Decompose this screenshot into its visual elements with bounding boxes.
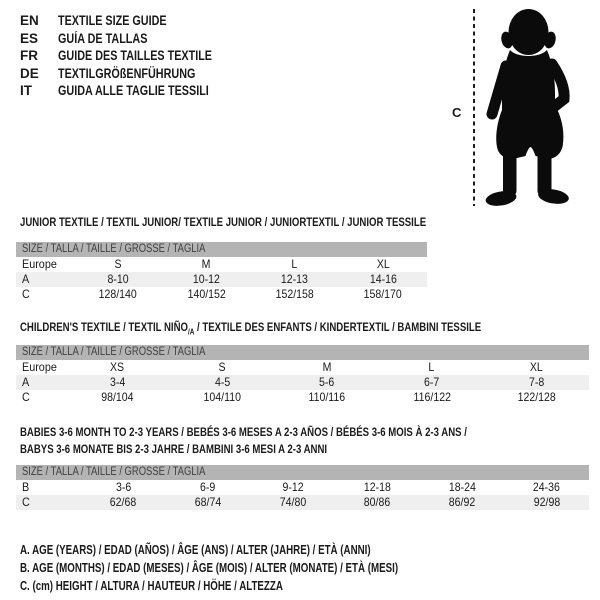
size-value-cell: L	[291, 257, 298, 271]
size-value-cell: 24-36	[533, 480, 561, 494]
size-value-cell: 74/80	[279, 495, 306, 509]
size-header-bar: SIZE / TALLA / TAILLE / GRÖSSE / TAGLIA	[16, 345, 589, 360]
row-label: C	[22, 495, 30, 509]
table-row	[16, 375, 589, 390]
language-title-list	[20, 12, 251, 100]
language-row	[20, 30, 251, 48]
row-label: C	[22, 287, 30, 301]
junior-size-table	[16, 242, 427, 302]
table-row	[16, 480, 589, 495]
height-measure-label-c: C	[452, 105, 462, 120]
size-value-cell: 104/110	[203, 390, 241, 404]
row-label: Europe	[22, 257, 57, 271]
language-code: EN	[20, 13, 39, 28]
language-title: GUÍA DE TALLAS	[58, 30, 148, 46]
row-label: A	[22, 272, 30, 286]
language-title: GUIDE DES TAILLES TEXTILE	[58, 48, 213, 63]
size-value-cell: 8-10	[107, 272, 129, 286]
footnote-line: A. AGE (YEARS) / EDAD (AÑOS) / ÂGE (ANS) / ALTER (JAHRE) / ETÀ (ANNI)	[20, 543, 371, 557]
language-code: DE	[20, 65, 39, 81]
size-value-cell: 158/170	[363, 287, 402, 301]
legend-footnotes	[20, 541, 505, 595]
size-value-cell: 10-12	[192, 272, 220, 286]
size-value-cell: S	[218, 360, 226, 374]
size-value-cell: XS	[110, 360, 125, 374]
junior-table-title: JUNIOR TEXTILE / TEXTIL JUNIOR/ TEXTILE JUNIOR / JUNIORTEXTIL / JUNIOR TESSILE	[20, 215, 427, 229]
size-value-cell: 128/140	[99, 287, 138, 301]
size-value-cell: 5-6	[319, 375, 335, 389]
table-row	[16, 287, 427, 302]
size-value-cell: 86/92	[448, 495, 476, 509]
language-code: ES	[20, 30, 39, 46]
size-value-cell: 116/122	[413, 390, 451, 404]
table-row	[16, 495, 589, 510]
size-value-cell: 14-16	[369, 272, 397, 286]
footnote-line: C. (cm) HEIGHT / ALTURA / HAUTEUR / HÖHE / ALTEZZA	[20, 579, 283, 593]
size-value-cell: 6-7	[424, 375, 440, 389]
size-value-cell: 3-4	[109, 375, 126, 389]
language-row	[20, 12, 251, 30]
size-value-cell: 12-18	[363, 480, 391, 494]
language-title: GUIDA ALLE TAGLIE TESSILI	[58, 83, 209, 98]
language-title: TEXTILE SIZE GUIDE	[58, 13, 167, 28]
size-value-cell: 110/116	[308, 390, 346, 404]
size-value-cell: 80/86	[364, 495, 391, 509]
size-value-cell: S	[114, 257, 122, 271]
language-code: FR	[20, 48, 38, 63]
table-row	[16, 272, 427, 287]
language-code: IT	[20, 83, 32, 98]
size-value-cell: 98/104	[101, 390, 134, 404]
size-value-cell: 6-9	[200, 480, 216, 494]
size-value-cell: 122/128	[517, 390, 556, 404]
size-value-cell: 152/158	[275, 287, 314, 301]
children-table-title: CHILDREN'S TEXTILE / TEXTIL $NIÑO_{/A}$ / TEXTILE DES ENFANTS / KINDERTEXTIL / BAMBINI TESSILE	[20, 320, 482, 337]
size-value-cell: 140/152	[187, 287, 226, 301]
size-value-cell: XL	[376, 257, 390, 271]
size-value-cell: 92/98	[533, 495, 560, 509]
language-row	[20, 82, 251, 100]
size-value-cell: XL	[530, 360, 544, 374]
row-label: A	[22, 375, 30, 389]
language-row	[20, 47, 251, 65]
size-value-cell: 62/68	[110, 495, 137, 509]
table-row	[16, 257, 427, 272]
table-row	[16, 390, 589, 405]
size-value-cell: M	[201, 257, 211, 271]
children-size-table	[16, 345, 589, 405]
row-label: C	[22, 390, 30, 404]
size-value-cell: 68/74	[194, 495, 222, 509]
row-label: Europe	[22, 360, 57, 374]
size-header-bar: SIZE / TALLA / TAILLE / GRÖSSE / TAGLIA	[16, 465, 589, 480]
babies-table-title: BABIES 3-6 MONTH TO 2-3 YEARS / BEBÉS 3-6 MESES A 2-3 AÑOS / BÉBÉS 3-6 MOIS À 2-3 ANS / BABYS 3-6 MONATE BIS 2-3 JAHRE / BAMBINI 3-6 MESI A 2-3 ANNI	[20, 425, 467, 456]
table-row	[16, 360, 589, 375]
size-header-bar: SIZE / TALLA / TAILLE / GRÖSSE / TAGLIA	[16, 242, 427, 257]
footnote-line: B. AGE (MONTHS) / EDAD (MESES) / ÂGE (MOIS) / ALTER (MONATE) / ETÀ (MESI)	[20, 561, 399, 575]
size-value-cell: M	[322, 360, 332, 374]
size-value-cell: 18-24	[448, 480, 476, 494]
size-value-cell: 3-6	[115, 480, 131, 494]
size-value-cell: 9-12	[282, 480, 304, 494]
language-row	[20, 65, 251, 83]
size-value-cell: 7-8	[528, 375, 545, 389]
row-label: B	[22, 480, 30, 494]
size-value-cell: 12-13	[281, 272, 309, 286]
language-title: TEXTILGRÖßENFÜHRUNG	[58, 65, 196, 81]
height-measure-dashed-line	[473, 9, 475, 206]
baby-silhouette	[480, 6, 592, 212]
size-value-cell: L	[428, 360, 435, 374]
babies-size-table	[16, 465, 589, 510]
size-value-cell: 4-5	[214, 375, 230, 389]
